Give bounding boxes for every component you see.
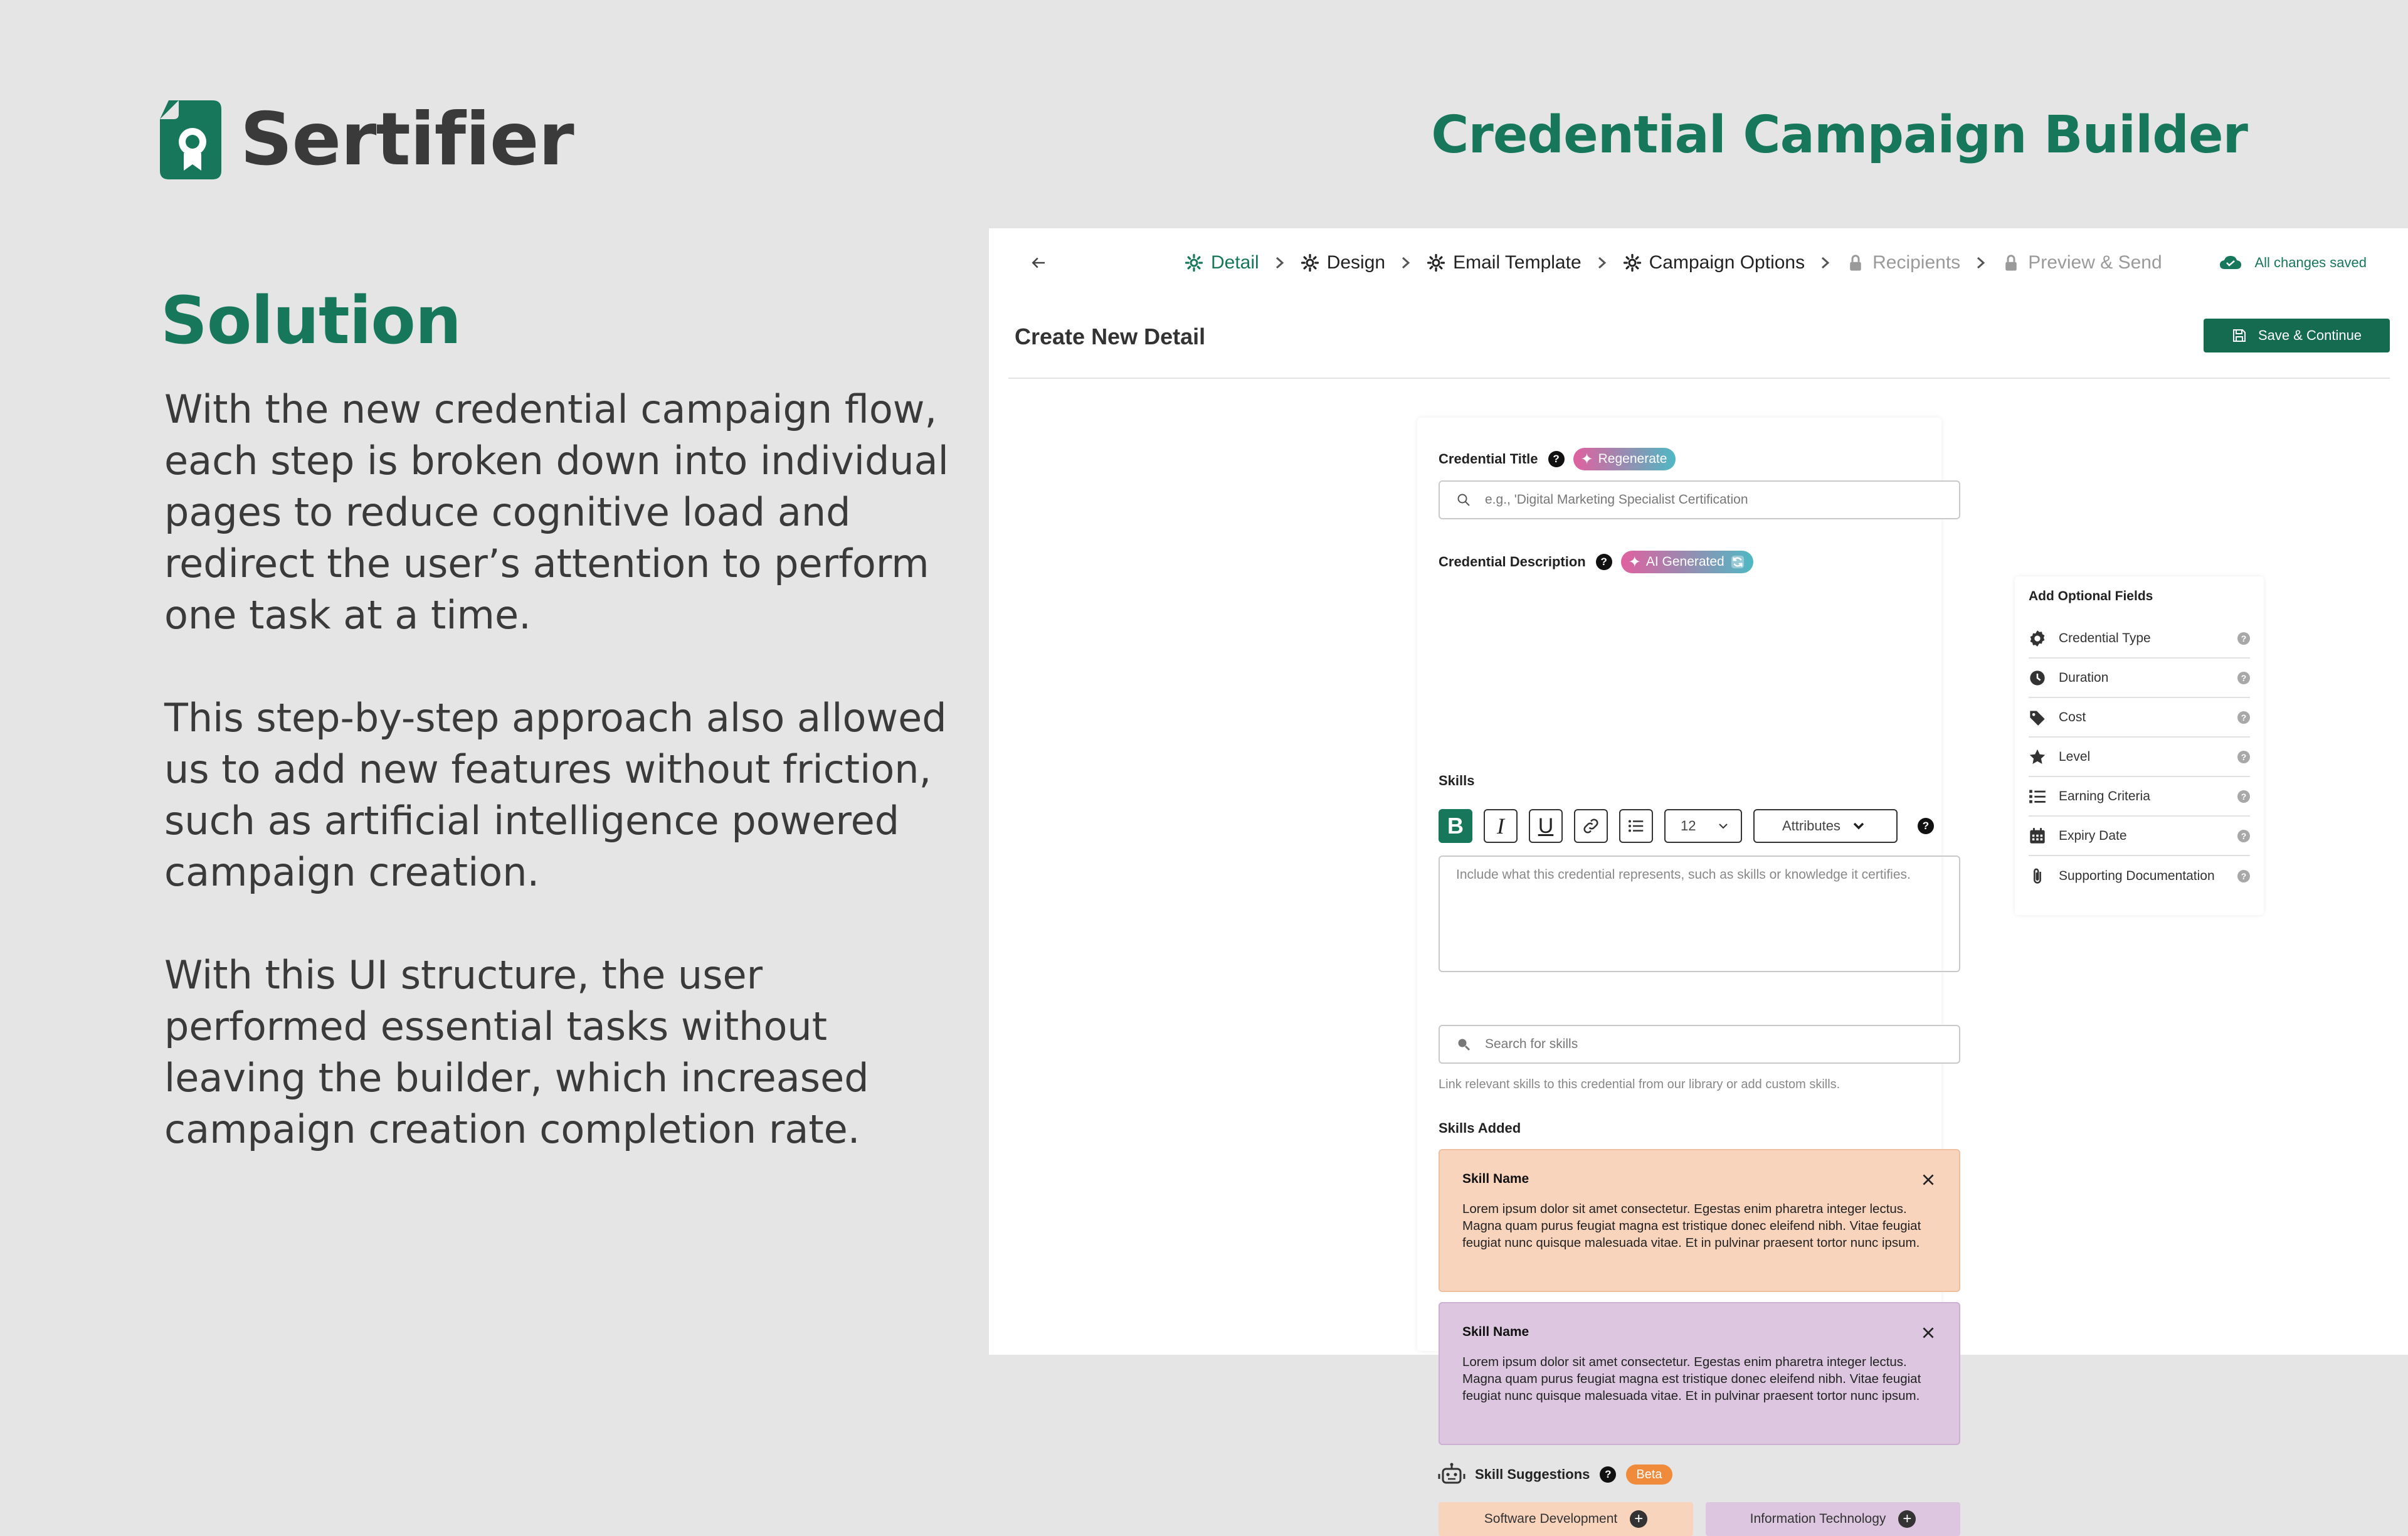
credential-description-label xyxy=(1439,551,1753,573)
gear-icon xyxy=(1427,253,1445,272)
optional-field-label: Supporting Documentation xyxy=(2059,868,2215,883)
credential-title-placeholder: e.g., 'Digital Marketing Specialist Certification xyxy=(1485,492,1748,507)
font-size-value: 12 xyxy=(1681,818,1696,834)
credential-title-input[interactable] xyxy=(1439,480,1960,519)
detail-title: Create New Detail xyxy=(1015,324,1206,349)
optional-field-label: Expiry Date xyxy=(2059,828,2127,843)
help-icon[interactable]: ? xyxy=(2237,870,2250,882)
beta-badge: Beta xyxy=(1626,1464,1672,1485)
step-label: Design xyxy=(1326,252,1386,273)
back-arrow-icon[interactable] xyxy=(1029,253,1048,272)
help-icon[interactable]: ? xyxy=(2237,751,2250,763)
save-status-text: All changes saved xyxy=(2254,255,2367,270)
skill-card xyxy=(1439,1302,1960,1445)
regenerate-label: Regenerate xyxy=(1598,452,1667,466)
skills-search-placeholder: Search for skills xyxy=(1485,1037,1578,1051)
step-email-template[interactable] xyxy=(1427,252,1582,273)
help-icon[interactable]: ? xyxy=(1596,554,1612,570)
close-icon[interactable] xyxy=(1920,1172,1936,1188)
step-design[interactable] xyxy=(1301,252,1385,273)
detail-header xyxy=(1008,297,2390,379)
brand xyxy=(160,97,574,182)
step-bar xyxy=(989,228,2408,297)
star-icon xyxy=(2029,748,2046,766)
refresh-icon xyxy=(1731,555,1745,569)
solution-paragraphs xyxy=(164,384,954,1207)
regenerate-button[interactable] xyxy=(1573,448,1676,470)
skill-description: Lorem ipsum dolor sit amet consectetur. Egestas enim pharetra integer lectus. Magna quam purus feugiat magna est tristique donec eleifend nibh. Vitae feugiat feugiat nunc quisque malesuada vitae. Et in pulvinar praesent tortor nunc ipsum. xyxy=(1462,1355,1921,1403)
chevron-down-icon xyxy=(1717,820,1729,832)
solution-paragraph: With this UI structure, the user performed essential tasks without leaving the builder, which increased campaign creation completion rate. xyxy=(164,952,869,1152)
step-recipients[interactable] xyxy=(1846,252,1960,273)
suggestion-label: Software Development xyxy=(1484,1512,1618,1526)
optional-fields-list xyxy=(2029,619,2250,896)
underline-button[interactable]: U xyxy=(1529,809,1563,843)
list-button[interactable] xyxy=(1619,809,1653,843)
clock-icon xyxy=(2029,669,2046,687)
step-label: Campaign Options xyxy=(1649,252,1805,273)
gear-icon xyxy=(1623,253,1642,272)
solution-paragraph: This step-by-step approach also allowed us to add new features without friction, such as artificial intelligence powered campaign creation. xyxy=(164,695,947,895)
save-icon xyxy=(2232,328,2247,343)
save-continue-label: Save & Continue xyxy=(2258,327,2362,343)
skill-description: Lorem ipsum dolor sit amet consectetur. Egestas enim pharetra integer lectus. Magna quam purus feugiat magna est tristique donec eleifend nibh. Vitae feugiat feugiat nunc quisque malesuada vitae. Et in pulvinar praesent tortor nunc ipsum. xyxy=(1462,1202,1921,1250)
ai-generated-badge[interactable] xyxy=(1621,551,1753,573)
optional-fields-panel xyxy=(2015,576,2264,915)
brand-name: Sertifier xyxy=(240,97,574,182)
optional-field-label: Earning Criteria xyxy=(2059,788,2150,803)
step-detail[interactable] xyxy=(1185,252,1259,273)
credential-title-label xyxy=(1439,448,1676,470)
search-icon xyxy=(1456,492,1471,507)
optional-field-supporting-documentation[interactable] xyxy=(2029,856,2250,896)
save-status xyxy=(2219,255,2367,271)
chevron-right-icon xyxy=(1820,256,1831,270)
suggestion-chip[interactable] xyxy=(1706,1502,1960,1536)
help-icon[interactable]: ? xyxy=(2237,672,2250,684)
step-label: Preview & Send xyxy=(2028,252,2162,273)
skills-search-input[interactable] xyxy=(1439,1025,1960,1064)
chevron-down-icon xyxy=(1852,820,1865,832)
help-icon[interactable]: ? xyxy=(2237,632,2250,645)
app-window xyxy=(989,228,2408,1527)
step-label: Recipients xyxy=(1872,252,1961,273)
bold-button[interactable]: B xyxy=(1439,809,1472,843)
lock-icon xyxy=(1846,253,1865,272)
attributes-label: Attributes xyxy=(1782,818,1840,834)
paperclip-icon xyxy=(2029,867,2046,885)
chevron-right-icon xyxy=(1975,256,1987,270)
save-continue-button[interactable] xyxy=(2204,319,2390,352)
tag-icon xyxy=(2029,709,2046,726)
help-icon[interactable]: ? xyxy=(1600,1466,1616,1483)
lock-icon xyxy=(2002,253,2020,272)
optional-field-label: Duration xyxy=(2059,670,2109,685)
optional-field-label: Cost xyxy=(2059,709,2086,724)
optional-field-duration[interactable] xyxy=(2029,659,2250,698)
step-label: Email Template xyxy=(1453,252,1582,273)
ai-generated-label: AI Generated xyxy=(1645,554,1724,569)
badge-icon xyxy=(2029,630,2046,647)
suggestion-label: Information Technology xyxy=(1750,1512,1886,1526)
optional-field-cost[interactable] xyxy=(2029,698,2250,738)
plus-icon: + xyxy=(1898,1510,1916,1528)
robot-icon xyxy=(1439,1463,1465,1486)
skill-name: Skill Name xyxy=(1462,1172,1529,1186)
chevron-right-icon xyxy=(1400,256,1412,270)
step-campaign-options[interactable] xyxy=(1623,252,1805,273)
skill-card xyxy=(1439,1149,1960,1292)
list-icon xyxy=(2029,788,2046,805)
optional-field-earning-criteria[interactable] xyxy=(2029,777,2250,817)
cloud-check-icon xyxy=(2219,255,2242,270)
step-preview-send[interactable] xyxy=(2002,252,2162,273)
solution-paragraph: With the new credential campaign flow, each step is broken down into individual pages to reduce cognitive load and redirect the user’s attention to perform one task at a time. xyxy=(164,386,949,638)
bullet-list-icon xyxy=(1627,817,1645,835)
chevron-right-icon xyxy=(1274,256,1286,270)
suggestion-chip[interactable] xyxy=(1439,1502,1693,1536)
gear-icon xyxy=(1301,253,1319,272)
page-heading: Credential Campaign Builder xyxy=(1431,105,2247,165)
calendar-icon xyxy=(2029,827,2046,845)
credential-description-input[interactable]: Include what this credential represents, such as skills or knowledge it certifies. xyxy=(1439,855,1960,972)
sparkle-icon: ✦ xyxy=(1580,450,1593,468)
optional-field-expiry-date[interactable] xyxy=(2029,817,2250,856)
link-button[interactable] xyxy=(1574,809,1608,843)
help-icon[interactable]: ? xyxy=(1918,818,1934,834)
step-navigation xyxy=(1185,247,2162,278)
sparkle-icon: ✦ xyxy=(1628,553,1641,571)
solution-title: Solution xyxy=(161,282,461,359)
skill-suggestions-header xyxy=(1439,1463,1672,1486)
optional-field-level[interactable] xyxy=(2029,738,2250,777)
font-size-select[interactable] xyxy=(1664,809,1742,843)
help-icon[interactable]: ? xyxy=(2237,790,2250,803)
skills-hint: Link relevant skills to this credential from our library or add custom skills. xyxy=(1439,1078,1840,1091)
detail-form xyxy=(1417,418,1941,1527)
credential-title-text: Credential Title xyxy=(1439,451,1538,467)
sertifier-logo-icon xyxy=(160,100,221,179)
text-toolbar xyxy=(1439,809,1934,843)
help-icon[interactable]: ? xyxy=(2237,830,2250,842)
gear-icon xyxy=(1185,253,1203,272)
optional-fields-title: Add Optional Fields xyxy=(2029,589,2153,603)
step-label: Detail xyxy=(1211,252,1259,273)
skill-suggestions-label: Skill Suggestions xyxy=(1475,1466,1590,1482)
credential-description-text: Credential Description xyxy=(1439,554,1586,569)
close-icon[interactable] xyxy=(1920,1325,1936,1341)
attributes-select[interactable] xyxy=(1753,809,1898,843)
help-icon[interactable]: ? xyxy=(2237,711,2250,724)
optional-field-credential-type[interactable] xyxy=(2029,619,2250,659)
italic-button[interactable]: I xyxy=(1484,809,1518,843)
link-icon xyxy=(1582,817,1600,835)
skills-added-label: Skills Added xyxy=(1439,1120,1521,1136)
help-icon[interactable]: ? xyxy=(1548,451,1565,467)
plus-icon: + xyxy=(1630,1510,1647,1528)
search-icon xyxy=(1456,1037,1471,1052)
skills-label: Skills xyxy=(1439,773,1475,788)
chevron-right-icon xyxy=(1597,256,1608,270)
skill-name: Skill Name xyxy=(1462,1325,1529,1339)
optional-field-label: Credential Type xyxy=(2059,630,2151,645)
optional-field-label: Level xyxy=(2059,749,2091,764)
